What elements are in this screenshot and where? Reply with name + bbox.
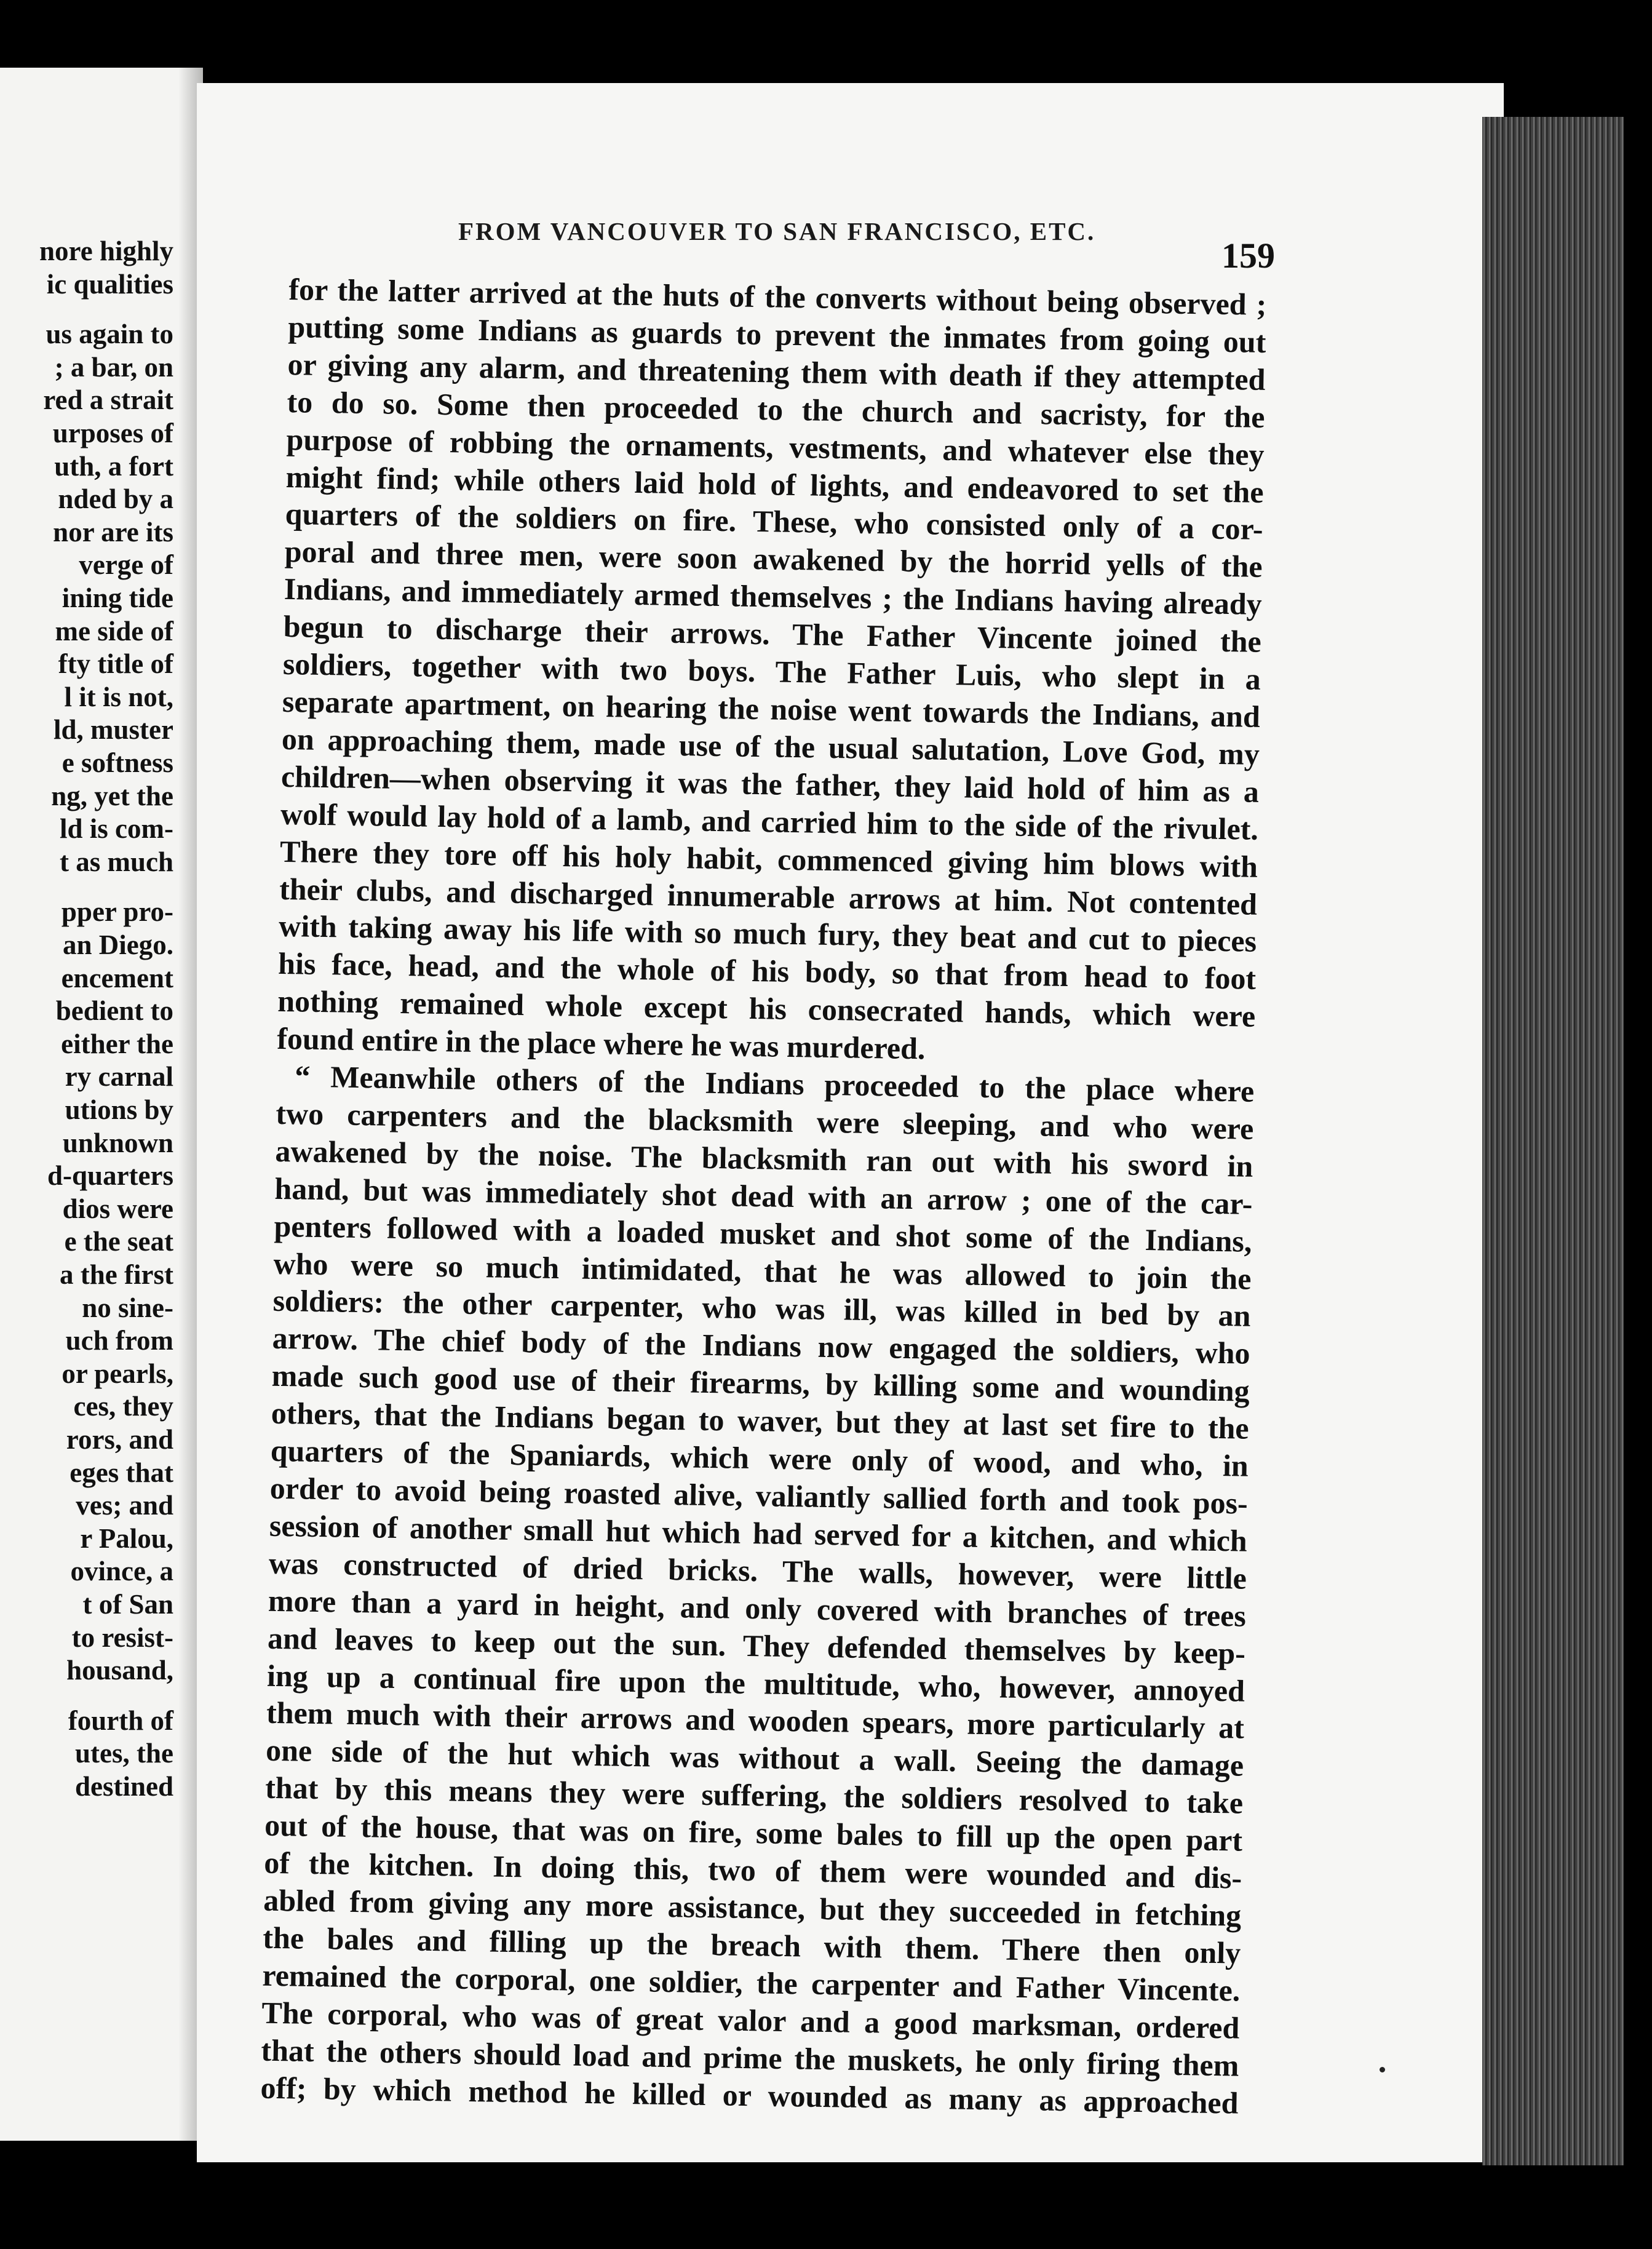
body-line: their clubs, and discharged innumerable arrows at him. Not contented [279, 871, 1258, 921]
body-line: his face, head, and the whole of his body, so that from head to foot [277, 946, 1257, 997]
left-page-line: urposes of [52, 418, 173, 448]
body-line: out of the house, that was on fire, some bales to fill up the open part [264, 1807, 1243, 1858]
body-line: off; by which method he killed or wounded as many as approached [260, 2070, 1239, 2120]
body-line: more than a yard in height, and only covered with branches of trees [268, 1583, 1247, 1633]
body-line: them much with their arrows and wooden spears, more particularly at [266, 1695, 1245, 1746]
left-page-fragment [0, 68, 203, 2141]
body-line: There they tore off his holy habit, commenced giving him blows with [279, 834, 1258, 884]
left-page-line: uch from [65, 1325, 173, 1356]
left-page-line: ry carnal [65, 1061, 173, 1093]
body-line: nothing remained whole except his consecrated hands, which were [277, 984, 1256, 1034]
body-line: awakened by the noise. The blacksmith ran out with his sword in [275, 1133, 1253, 1184]
body-line: that by this means they were suffering, the soldiers resolved to take [264, 1770, 1244, 1820]
left-page-line: ces, they [73, 1391, 173, 1422]
body-line: arrow. The chief body of the Indians now engaged the soldiers, who [272, 1321, 1250, 1371]
body-line: children—when observing it was the father, they laid hold of him as a [280, 758, 1260, 809]
margin-mark [1380, 2067, 1385, 2072]
left-page-line: a the first [60, 1259, 173, 1290]
body-line: order to avoid being roasted alive, valiantly sallied forth and took pos- [269, 1470, 1249, 1521]
left-page-line: red a strait [43, 384, 173, 416]
body-line: wolf would lay hold of a lamb, and carried him to the side of the rivulet. [280, 796, 1259, 846]
left-page-line: either the [61, 1028, 173, 1059]
left-page-line: nor are its [53, 516, 173, 547]
body-line: who were so much intimidated, that he was allowed to join the [273, 1246, 1252, 1296]
body-line: Indians, and immediately armed themselves ; the Indians having already [284, 571, 1263, 622]
left-page-line: fourth of [68, 1705, 173, 1736]
left-page-line: unknown [62, 1127, 173, 1158]
body-line: putting some Indians as guards to prevent the inmates from going out [288, 309, 1266, 359]
left-page-line: housand, [66, 1655, 173, 1686]
body-line: remained the corporal, one soldier, the carpenter and Father Vincente. [262, 1957, 1241, 2008]
left-page-line: d-quarters [47, 1160, 173, 1192]
left-page-line: uth, a fort [54, 450, 173, 482]
left-page-line: ld is com- [60, 813, 173, 845]
left-page-line: utes, the [75, 1738, 173, 1769]
left-page-line: e softness [62, 747, 173, 778]
body-line: others, that the Indians began to waver, but they at last set fire to the [271, 1395, 1250, 1446]
body-line: or giving any alarm, and threatening them with death if they attempted [287, 346, 1266, 397]
body-line: one side of the hut which was without a wall. Seeing the damage [265, 1733, 1244, 1783]
body-line: with taking away his life with so much fury, they beat and cut to pieces [278, 909, 1257, 959]
left-page-line: encement [61, 962, 173, 993]
body-line: hand, but was immediately shot dead with an arrow ; one of the car- [274, 1171, 1253, 1221]
left-page-line: rors, and [66, 1424, 173, 1455]
body-line: penters followed with a loaded musket and shot some of the Indians, [274, 1208, 1252, 1259]
body-line: the bales and filling up the breach with them. There then only [262, 1920, 1241, 1970]
body-line: abled from giving any more assistance, but they succeeded in fetching [263, 1882, 1242, 1933]
body-line: on approaching them, made use of the usual salutation, Love God, my [281, 721, 1260, 771]
body-line: found entire in the place where he was murdered. [276, 1021, 926, 1066]
left-page-line: ld, muster [54, 714, 173, 746]
body-line: soldiers, together with two boys. The Father Luis, who slept in a [282, 646, 1261, 696]
left-page-line: utions by [65, 1094, 173, 1125]
body-line: The corporal, who was of great valor and a good marksman, ordered [261, 1995, 1240, 2045]
left-page-line: ovince, a [70, 1556, 173, 1587]
left-page-line: fty title of [58, 648, 173, 680]
body-line: and leaves to keep out the sun. They defended themselves by keep- [267, 1620, 1246, 1671]
page-number: 159 [1221, 236, 1275, 276]
left-page-line: eges that [69, 1457, 173, 1488]
running-title: FROM VANCOUVER TO SAN FRANCISCO, ETC. [458, 217, 1096, 245]
left-page-line: t of San [82, 1589, 173, 1620]
left-page-line: or pearls, [62, 1358, 173, 1389]
left-page-line: bedient to [55, 995, 173, 1027]
left-page-line: verge of [79, 549, 173, 581]
left-page-line: no sine- [82, 1292, 173, 1323]
left-page-line: ; a bar, on [54, 351, 173, 383]
body-line: soldiers: the other carpenter, who was ill, was killed in bed by an [272, 1283, 1251, 1334]
left-page-line: an Diego. [63, 929, 173, 960]
body-line: to do so. Some then proceeded to the church and sacristy, for the [287, 384, 1265, 434]
body-line: might find; while others laid hold of lights, and endeavored to set the [285, 459, 1264, 509]
body-line: that the others should load and prime the muskets, he only firing them [261, 2032, 1239, 2083]
body-text [260, 271, 1267, 2122]
left-page-line: t as much [59, 846, 173, 877]
left-page-line: us again to [46, 319, 173, 350]
left-page-line: ining tide [62, 583, 173, 613]
left-page-line: ng, yet the [51, 780, 173, 811]
body-line: made such good use of their firearms, by killing some and wounding [271, 1358, 1250, 1409]
left-page-line: dios were [62, 1193, 173, 1224]
body-line: quarters of the soldiers on fire. These, who consisted only of a cor- [285, 496, 1264, 547]
body-line: separate apartment, on hearing the noise went towards the Indians, and [282, 683, 1261, 734]
left-page-line: ves; and [76, 1490, 173, 1521]
body-line: ing up a continual fire upon the multitude, who, however, annoyed [266, 1658, 1245, 1708]
body-line: poral and three men, were soon awakened by the horrid yells of the [284, 534, 1263, 584]
left-page-line: nded by a [58, 484, 173, 515]
left-page-line: e the seat [64, 1226, 173, 1257]
left-page-line: destined [74, 1771, 173, 1802]
left-page-line: r Palou, [80, 1523, 173, 1554]
body-line: begun to discharge their arrows. The Father Vincente joined the [283, 609, 1262, 659]
body-line: was constructed of dried bricks. The walls, however, were little [268, 1545, 1247, 1596]
left-page-line: pper pro- [61, 896, 173, 928]
page-edge-stack [1482, 117, 1624, 2165]
body-line: for the latter arrived at the huts of the converts without being observed ; [288, 271, 1267, 322]
body-line: two carpenters and the blacksmith were sleeping, and who were [276, 1096, 1254, 1146]
body-line: of the kitchen. In doing this, two of them were wounded and dis- [263, 1845, 1242, 1895]
body-line: quarters of the Spaniards, which were only of wood, and who, in [270, 1433, 1249, 1483]
left-page-line: nore highly [39, 236, 173, 266]
left-page-line: l it is not, [64, 681, 173, 712]
left-page-line: me side of [55, 615, 173, 647]
left-page-line: ic qualities [46, 268, 173, 300]
body-line: “ Meanwhile others of the Indians proceeded to the place where [294, 1059, 1255, 1109]
body-line: session of another small hut which had served for a kitchen, and which [269, 1508, 1248, 1558]
body-line: purpose of robbing the ornaments, vestments, and whatever else they [286, 421, 1265, 472]
left-page-line: to resist- [71, 1622, 173, 1653]
